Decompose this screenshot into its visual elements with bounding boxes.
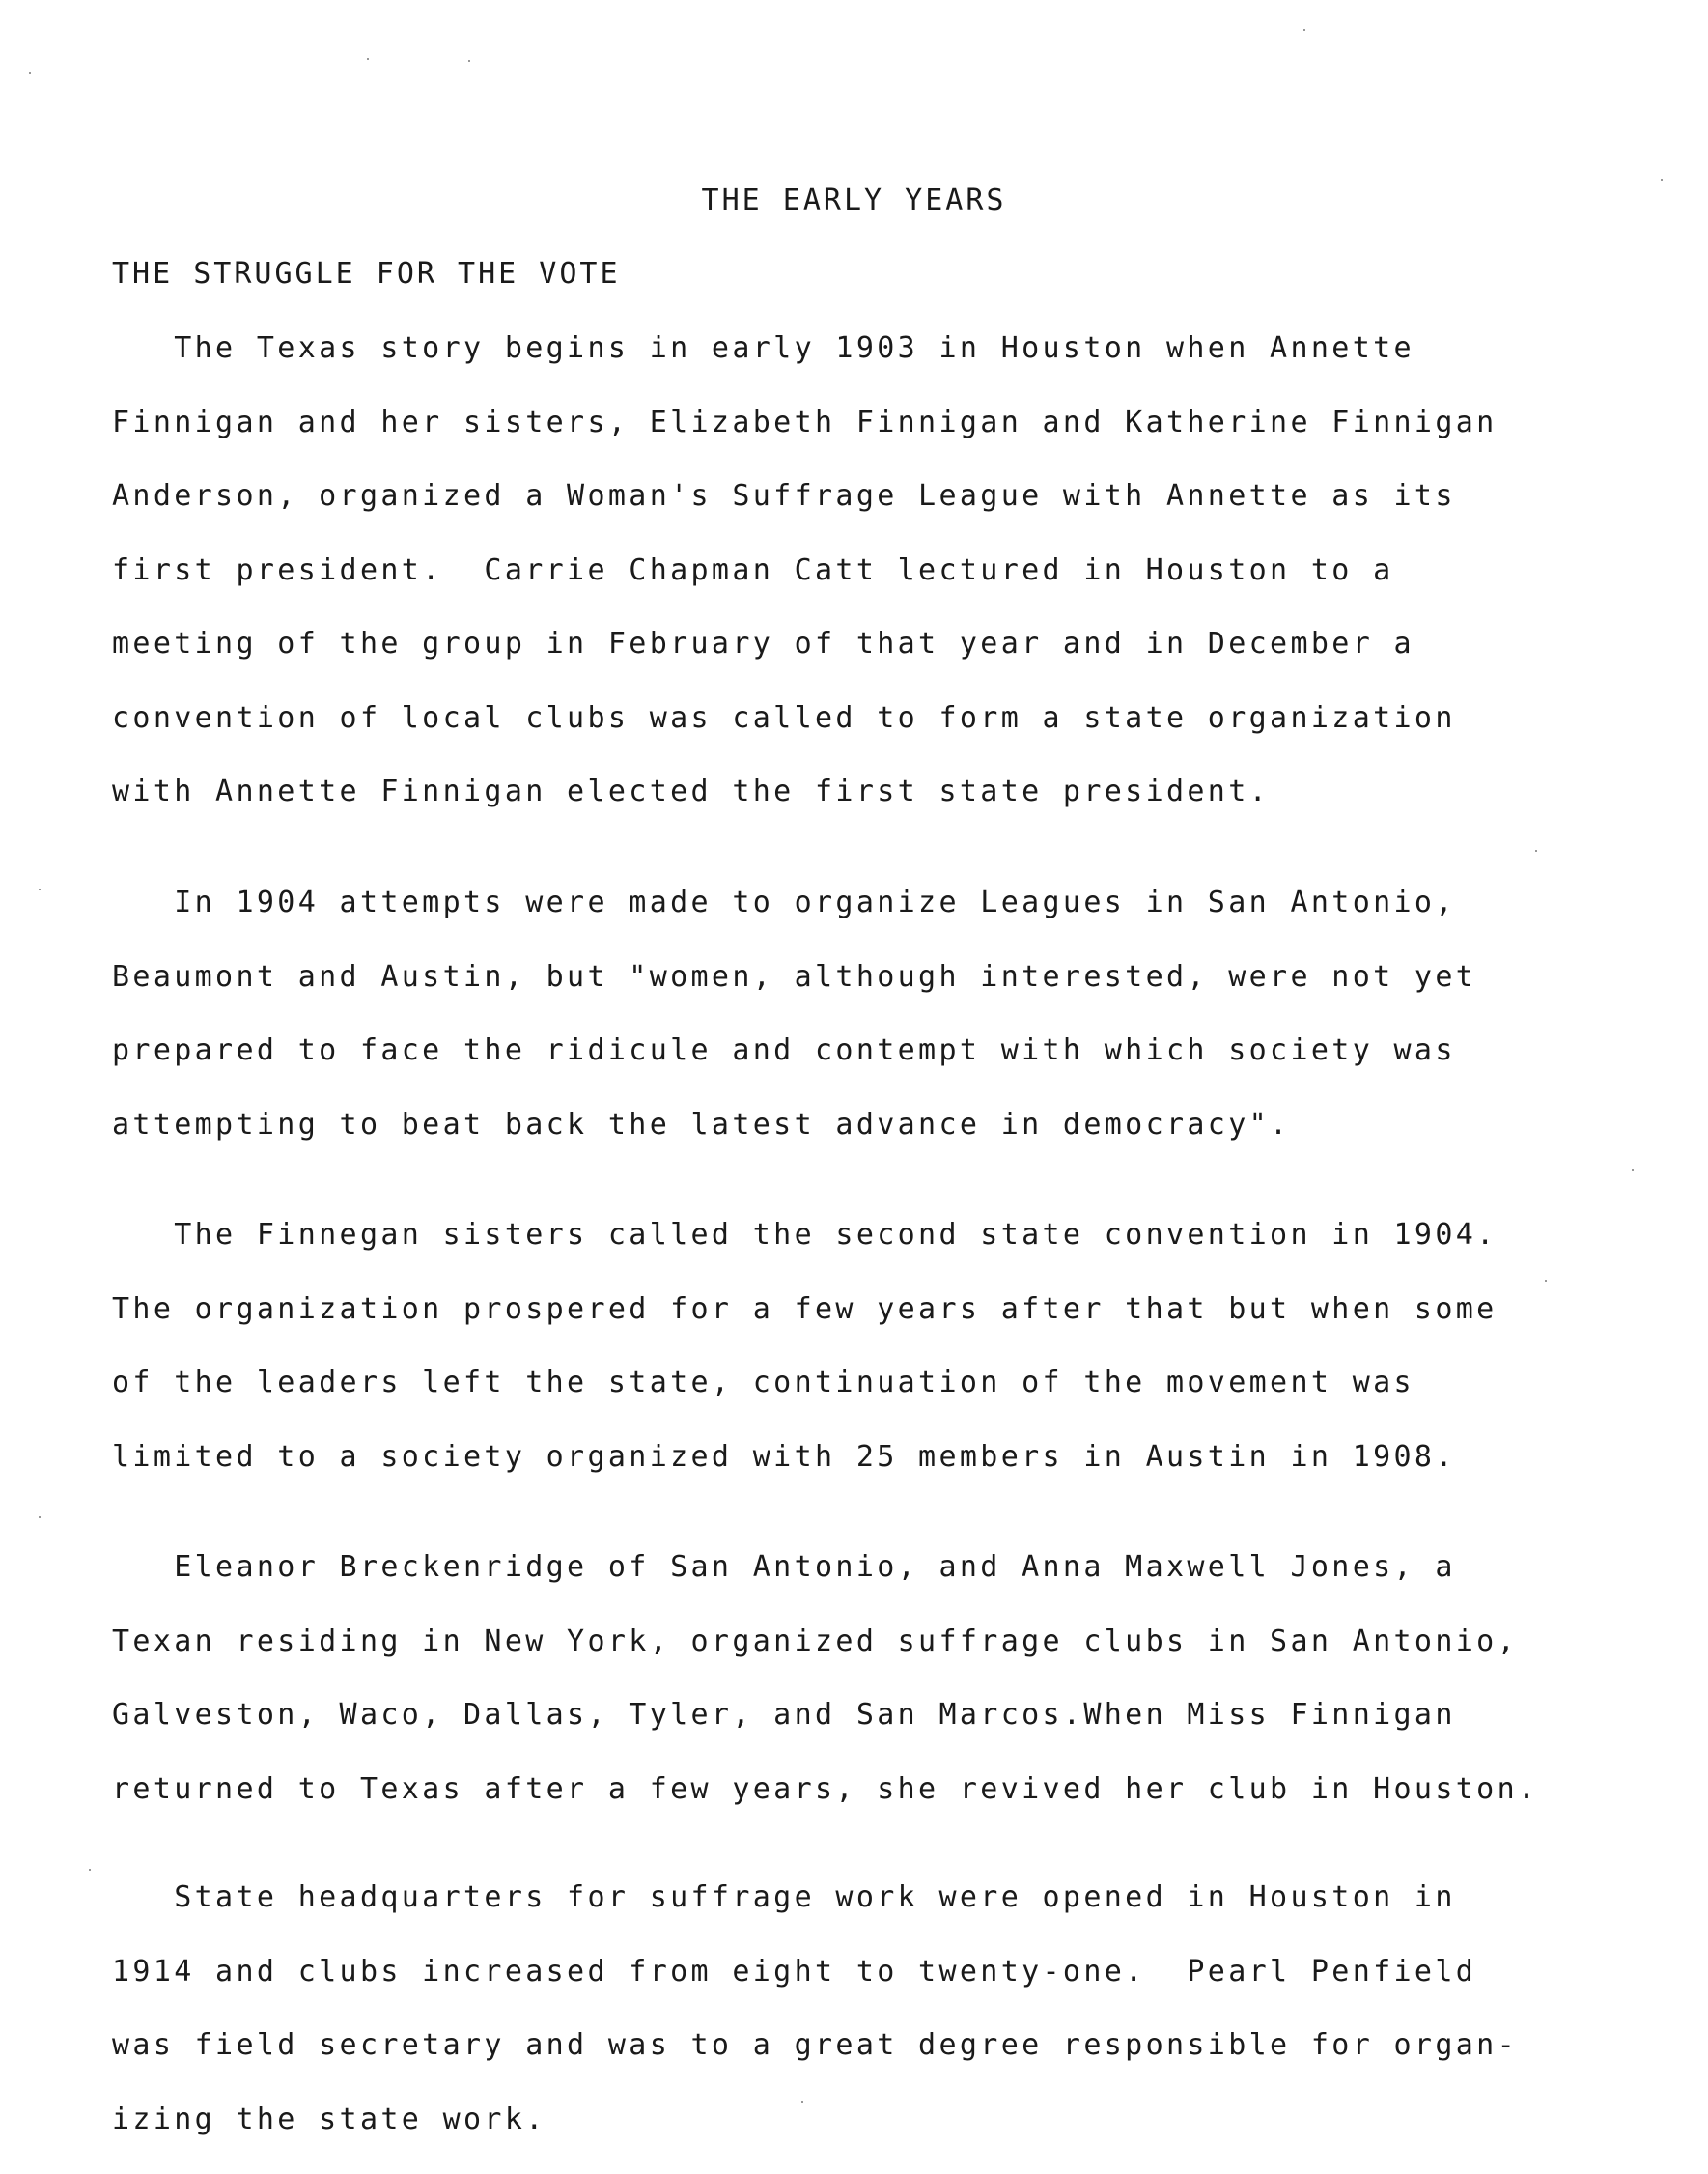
text-line: The Texas story begins in early 1903 in Houston when Annette <box>112 331 1414 365</box>
text-line: Beaumont and Austin, but "women, although interested, were not yet <box>112 959 1477 994</box>
scan-speck <box>367 58 369 60</box>
text-line: attempting to beat back the latest advance in democracy". <box>112 1107 1291 1142</box>
scan-speck <box>1632 1169 1634 1171</box>
text-line: In 1904 attempts were made to organize Leagues in San Antonio, <box>112 886 1456 919</box>
text-line: Finnigan and her sisters, Elizabeth Finnigan and Katherine Finnigan <box>112 405 1498 439</box>
text-line: meeting of the group in February of that year and in December a <box>112 627 1414 661</box>
scan-speck <box>89 1869 91 1871</box>
text-line: prepared to face the ridicule and contempt with which society was <box>112 1033 1456 1067</box>
scan-speck <box>1661 179 1663 181</box>
paragraph-5 <box>112 1861 1618 2157</box>
text-line: The Finnegan sisters called the second state convention in 1904. <box>112 1218 1498 1252</box>
scan-speck <box>468 60 470 62</box>
scan-speck <box>1535 850 1537 852</box>
text-line: first president. Carrie Chapman Catt lectured in Houston to a <box>112 552 1394 587</box>
text-line: was field secretary and was to a great degree responsible for organ- <box>112 2028 1518 2062</box>
text-line: State headquarters for suffrage work were opened in Houston in <box>112 1880 1456 1914</box>
scan-speck <box>801 2101 803 2103</box>
text-line: with Annette Finnigan elected the first state president. <box>112 775 1271 808</box>
text-line: The organization prospered for a few years after that but when some <box>112 1291 1498 1326</box>
text-line: limited to a society organized with 25 members in Austin in 1908. <box>112 1439 1456 1474</box>
scan-speck <box>39 889 41 890</box>
text-line: returned to Texas after a few years, she revived her club in Houston. <box>112 1771 1539 1806</box>
section-heading: THE STRUGGLE FOR THE VOTE <box>112 257 621 291</box>
scan-speck <box>29 72 31 74</box>
text-line: of the leaders left the state, continuation of the movement was <box>112 1366 1414 1399</box>
text-line: izing the state work. <box>112 2102 546 2136</box>
scan-speck <box>1303 29 1305 31</box>
scan-speck <box>39 1516 41 1518</box>
text-line: convention of local clubs was called to form a state organization <box>112 700 1456 735</box>
scan-speck <box>1545 1280 1547 1282</box>
text-line: 1914 and clubs increased from eight to twenty-one. Pearl Penfield <box>112 1954 1477 1989</box>
text-line: Galveston, Waco, Dallas, Tyler, and San Marcos.When Miss Finnigan <box>112 1698 1456 1732</box>
paragraph-2 <box>112 866 1618 1162</box>
paragraph-4 <box>112 1531 1618 1826</box>
paragraph-3 <box>112 1199 1618 1494</box>
paragraph-1 <box>112 312 1618 830</box>
page-title: THE EARLY YEARS <box>701 184 1007 217</box>
text-line: Texan residing in New York, organized suffrage clubs in San Antonio, <box>112 1623 1518 1658</box>
text-line: Eleanor Breckenridge of San Antonio, and Anna Maxwell Jones, a <box>112 1550 1456 1584</box>
text-line: Anderson, organized a Woman's Suffrage League with Annette as its <box>112 479 1456 513</box>
